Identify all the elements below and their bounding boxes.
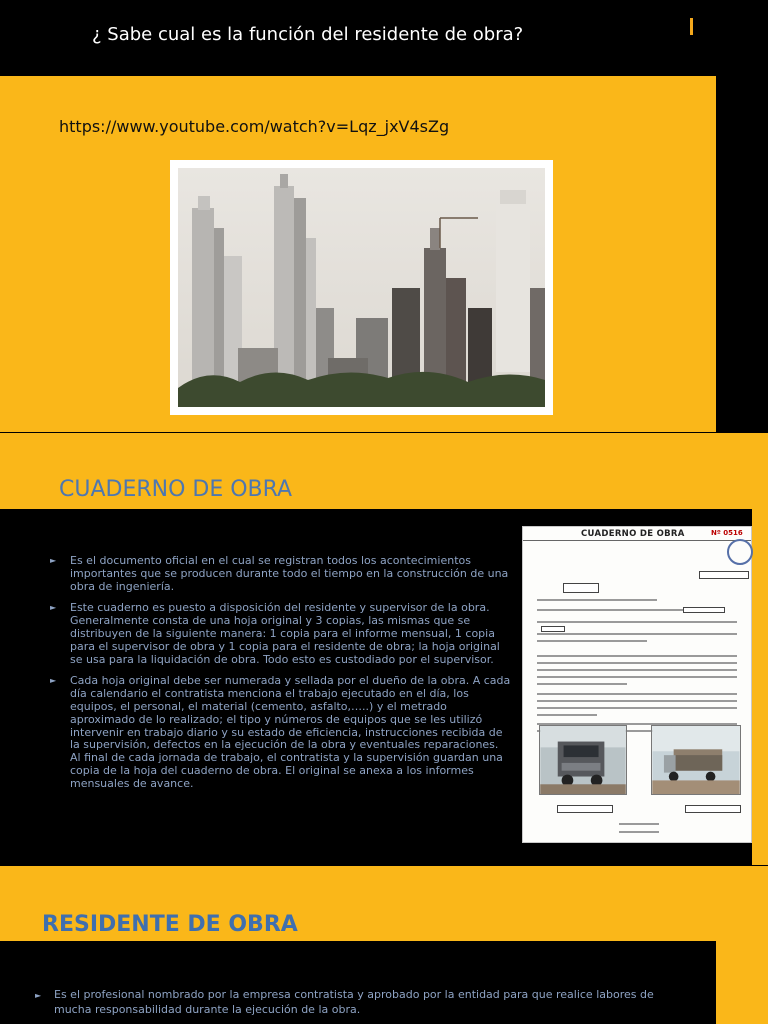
video-link[interactable]: https://www.youtube.com/watch?v=Lqz_jxV4sZg bbox=[59, 117, 450, 136]
side-band bbox=[716, 941, 768, 1024]
list-item: ► Cada hoja original debe ser numerada y sellada por el dueño de la obra. A cada día calendario el contratista menciona el trabajo ejecutado en el día, los equipos, el personal, el material (cemento, asfalto,…..) y el metrado aproximado de lo realizado; el tipo y números de equipos que se les utilizó intervenir en trabajo diario y su estado de eficiencia, instrucciones recibida de la supervisión, defectos en la ejecución de la obra y eventuales reparaciones. Al final de cada jornada de trabajo, el contratista y la supervisión guardan una copia de la hoja del cuaderno de obra. El original se anexa a los informes mensuales de avance. bbox=[50, 674, 511, 790]
text-line bbox=[537, 599, 657, 601]
text-line bbox=[537, 669, 737, 671]
slide-title: RESIDENTE DE OBRA bbox=[42, 912, 298, 937]
content-panel bbox=[0, 76, 716, 432]
slide-function-residente bbox=[0, 0, 768, 432]
slide-cuaderno-de-obra bbox=[0, 433, 768, 865]
truck-photo-right bbox=[651, 725, 741, 795]
bullet-icon: ► bbox=[50, 556, 57, 565]
form-box bbox=[685, 805, 741, 813]
text-line bbox=[537, 621, 737, 623]
document-title: CUADERNO DE OBRA bbox=[581, 529, 685, 539]
bullet-list bbox=[50, 555, 512, 800]
list-item: ► Es el profesional nombrado por la empresa contratista y aprobado por la entidad para que realice labores de mucha responsabilidad durante la ejecución de la obra. bbox=[35, 988, 654, 1016]
bullet-icon: ► bbox=[50, 603, 57, 613]
header-band bbox=[0, 866, 768, 941]
text-line bbox=[537, 707, 737, 709]
side-band bbox=[752, 509, 768, 865]
signature-line bbox=[619, 823, 659, 825]
text-line bbox=[537, 655, 737, 657]
slide-title: ¿ Sabe cual es la función del residente de obra? bbox=[92, 24, 524, 45]
form-box bbox=[557, 805, 613, 813]
form-box bbox=[563, 583, 599, 593]
text-line bbox=[537, 609, 687, 611]
form-box bbox=[683, 607, 725, 613]
text-line bbox=[537, 714, 597, 716]
document-number: Nº 0516 bbox=[711, 529, 743, 537]
accent-mark bbox=[690, 18, 693, 35]
header-band bbox=[0, 433, 768, 509]
text-line bbox=[537, 683, 627, 685]
slide-title: CUADERNO DE OBRA bbox=[59, 477, 293, 502]
list-item: ► Este cuaderno es puesto a disposición del residente y supervisor de la obra. Generalmente consta de una hoja original y 3 copias, las mismas que se distribuyen de la siguiente manera: 1 copia para el informe mensual, 1 copia para el supervisor de obra y 1 copia para el residente de obra; la hoja original se usa para la liquidación de obra. Todo esto es custodiado por el supervisor. bbox=[50, 601, 500, 666]
signature-line bbox=[619, 831, 659, 833]
truck-photo-left bbox=[539, 725, 627, 795]
text-line bbox=[537, 640, 647, 642]
text-line bbox=[537, 700, 737, 702]
cuaderno-document-image bbox=[522, 526, 752, 843]
skyline-photo bbox=[170, 160, 553, 415]
text-line bbox=[537, 633, 737, 635]
slide-residente-de-obra bbox=[0, 866, 768, 1024]
bullet-icon: ► bbox=[35, 991, 42, 1000]
form-box bbox=[541, 626, 565, 632]
list-item: ► Es el documento oficial en el cual se registran todos los acontecimientos importantes que se producen durante todo el tiempo en la construcción de una obra de ingeniería. bbox=[50, 554, 509, 593]
city-skyline-image bbox=[178, 168, 545, 407]
seal-stamp-icon bbox=[727, 539, 753, 565]
text-line bbox=[537, 693, 737, 695]
form-box bbox=[699, 571, 749, 579]
text-line bbox=[537, 662, 737, 664]
document-header bbox=[523, 527, 751, 541]
bullet-list bbox=[35, 987, 675, 1017]
text-line bbox=[537, 676, 737, 678]
bullet-icon: ► bbox=[50, 676, 57, 686]
